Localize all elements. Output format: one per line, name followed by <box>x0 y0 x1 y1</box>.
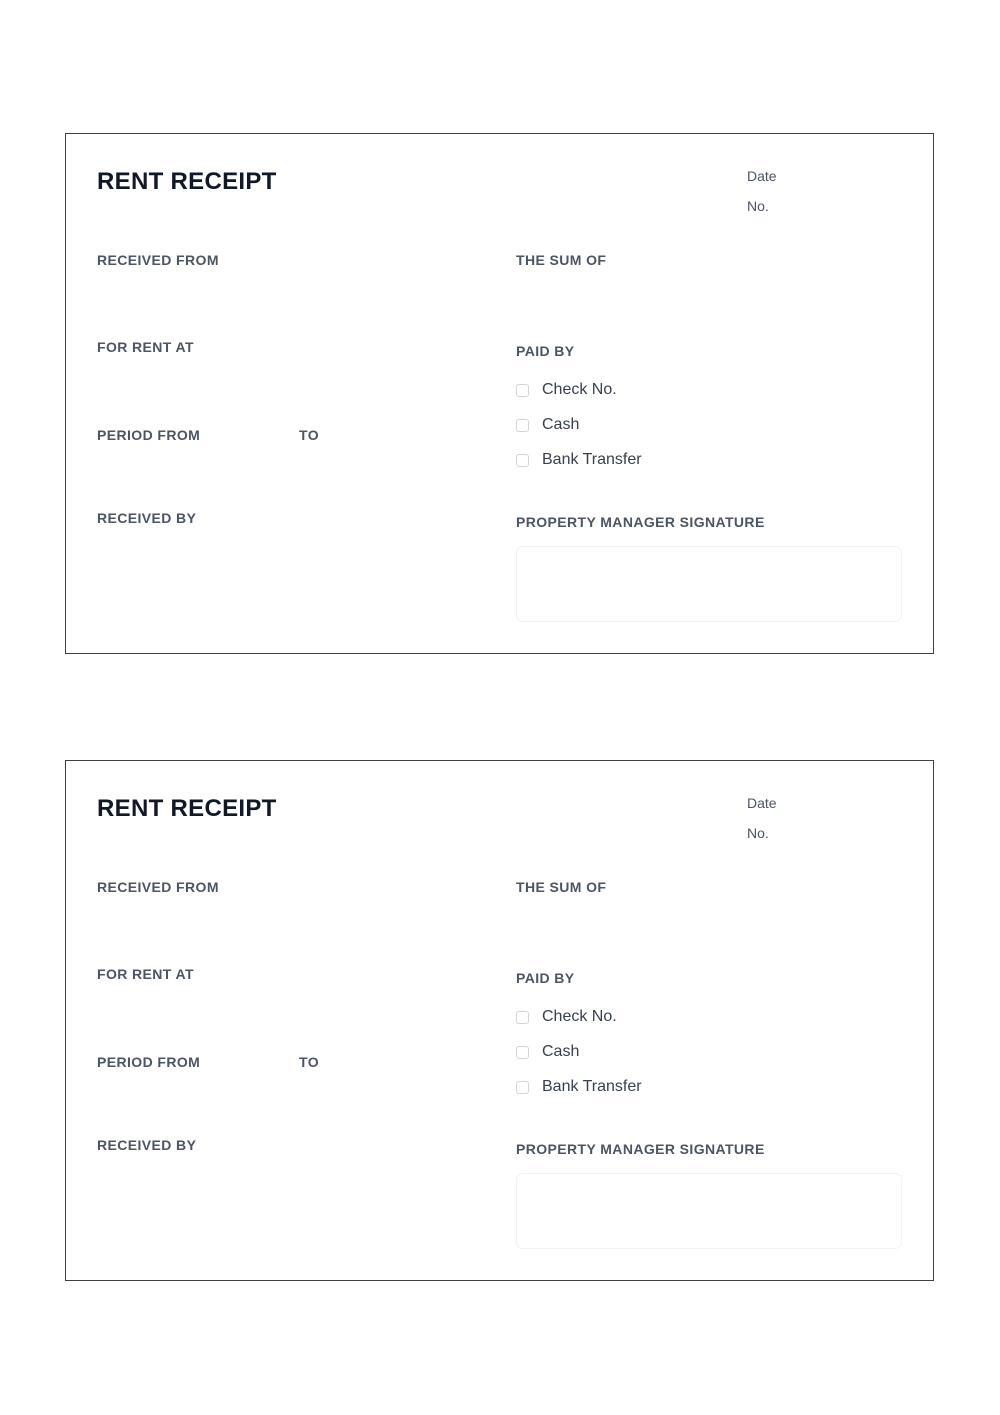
payment-option-check[interactable] <box>516 381 617 399</box>
rent-receipt-1 <box>65 133 934 654</box>
paid-by-label: PAID BY <box>516 970 575 986</box>
checkbox-check-no[interactable] <box>516 384 529 397</box>
period-to-label: TO <box>299 1054 319 1070</box>
checkbox-bank-transfer[interactable] <box>516 1081 529 1094</box>
receipt-title: RENT RECEIPT <box>97 168 277 195</box>
signature-label: PROPERTY MANAGER SIGNATURE <box>516 514 765 530</box>
period-from-label: PERIOD FROM <box>97 1054 201 1070</box>
payment-option-bank-transfer[interactable] <box>516 1078 642 1096</box>
checkbox-cash[interactable] <box>516 1046 529 1059</box>
payment-option-label: Bank Transfer <box>542 451 642 468</box>
date-label: Date <box>747 795 777 811</box>
received-by-label: RECEIVED BY <box>97 1137 197 1153</box>
payment-option-label: Check No. <box>542 381 617 398</box>
signature-field[interactable] <box>516 546 902 622</box>
payment-option-cash[interactable] <box>516 416 579 434</box>
payment-option-check[interactable] <box>516 1008 617 1026</box>
payment-option-cash[interactable] <box>516 1043 579 1061</box>
checkbox-check-no[interactable] <box>516 1011 529 1024</box>
sum-of-label: THE SUM OF <box>516 252 607 268</box>
for-rent-at-label: FOR RENT AT <box>97 339 194 355</box>
payment-option-label: Bank Transfer <box>542 1078 642 1095</box>
number-label: No. <box>747 825 769 841</box>
payment-option-label: Check No. <box>542 1008 617 1025</box>
signature-field[interactable] <box>516 1173 902 1249</box>
period-to-label: TO <box>299 427 319 443</box>
checkbox-bank-transfer[interactable] <box>516 454 529 467</box>
number-label: No. <box>747 198 769 214</box>
received-from-label: RECEIVED FROM <box>97 879 219 895</box>
payment-option-label: Cash <box>542 1043 580 1060</box>
received-by-label: RECEIVED BY <box>97 510 197 526</box>
period-from-label: PERIOD FROM <box>97 427 201 443</box>
receipt-title: RENT RECEIPT <box>97 795 277 822</box>
sum-of-label: THE SUM OF <box>516 879 607 895</box>
received-from-label: RECEIVED FROM <box>97 252 219 268</box>
paid-by-label: PAID BY <box>516 343 575 359</box>
date-label: Date <box>747 168 777 184</box>
payment-option-label: Cash <box>542 416 580 433</box>
rent-receipt-2 <box>65 760 934 1281</box>
for-rent-at-label: FOR RENT AT <box>97 966 194 982</box>
payment-option-bank-transfer[interactable] <box>516 451 642 469</box>
checkbox-cash[interactable] <box>516 419 529 432</box>
signature-label: PROPERTY MANAGER SIGNATURE <box>516 1141 765 1157</box>
